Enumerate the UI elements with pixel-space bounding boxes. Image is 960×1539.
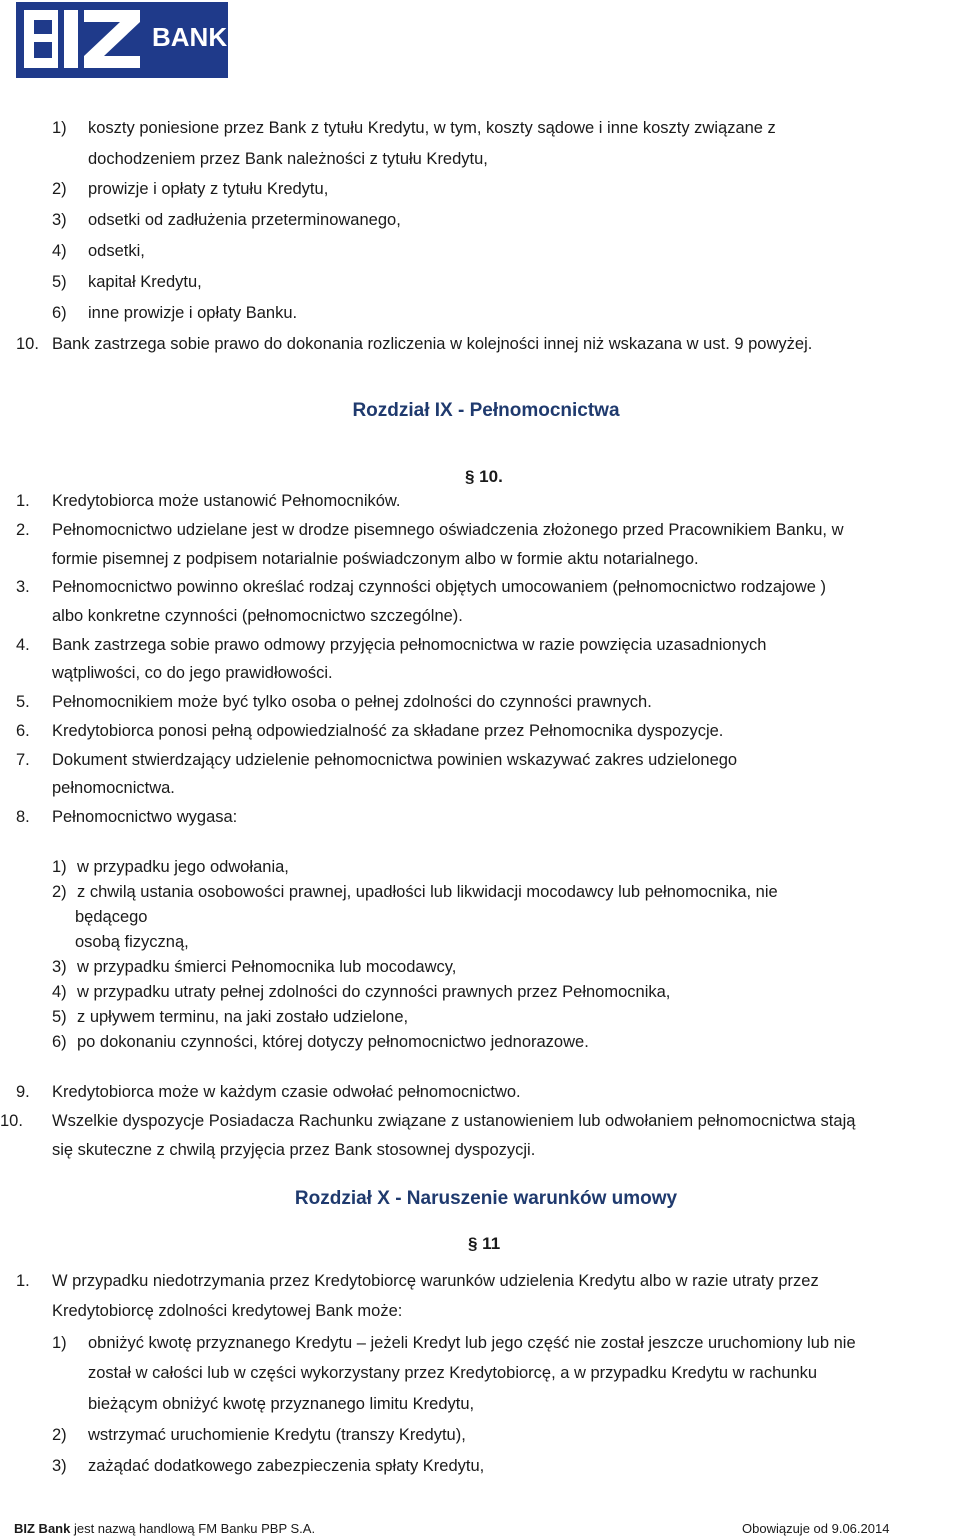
chapter-9-heading: Rozdział IX - Pełnomocnictwa xyxy=(352,400,620,421)
section-mark: § 10. xyxy=(465,467,503,486)
footer-brand: BIZ Bank xyxy=(14,1521,71,1536)
section-mark: § 11 xyxy=(468,1234,501,1253)
footer-left xyxy=(14,1520,315,1538)
logo-bank-text: BANK xyxy=(152,22,228,52)
footer-left-text: jest nazwą handlową FM Banku PBP S.A. xyxy=(70,1521,316,1536)
chapter-10-heading: Rozdział X - Naruszenie warunków umowy xyxy=(294,1188,678,1209)
footer-right: Obowiązuje od 9.06.2014 xyxy=(742,1521,890,1536)
biz-bank-logo xyxy=(16,2,228,78)
